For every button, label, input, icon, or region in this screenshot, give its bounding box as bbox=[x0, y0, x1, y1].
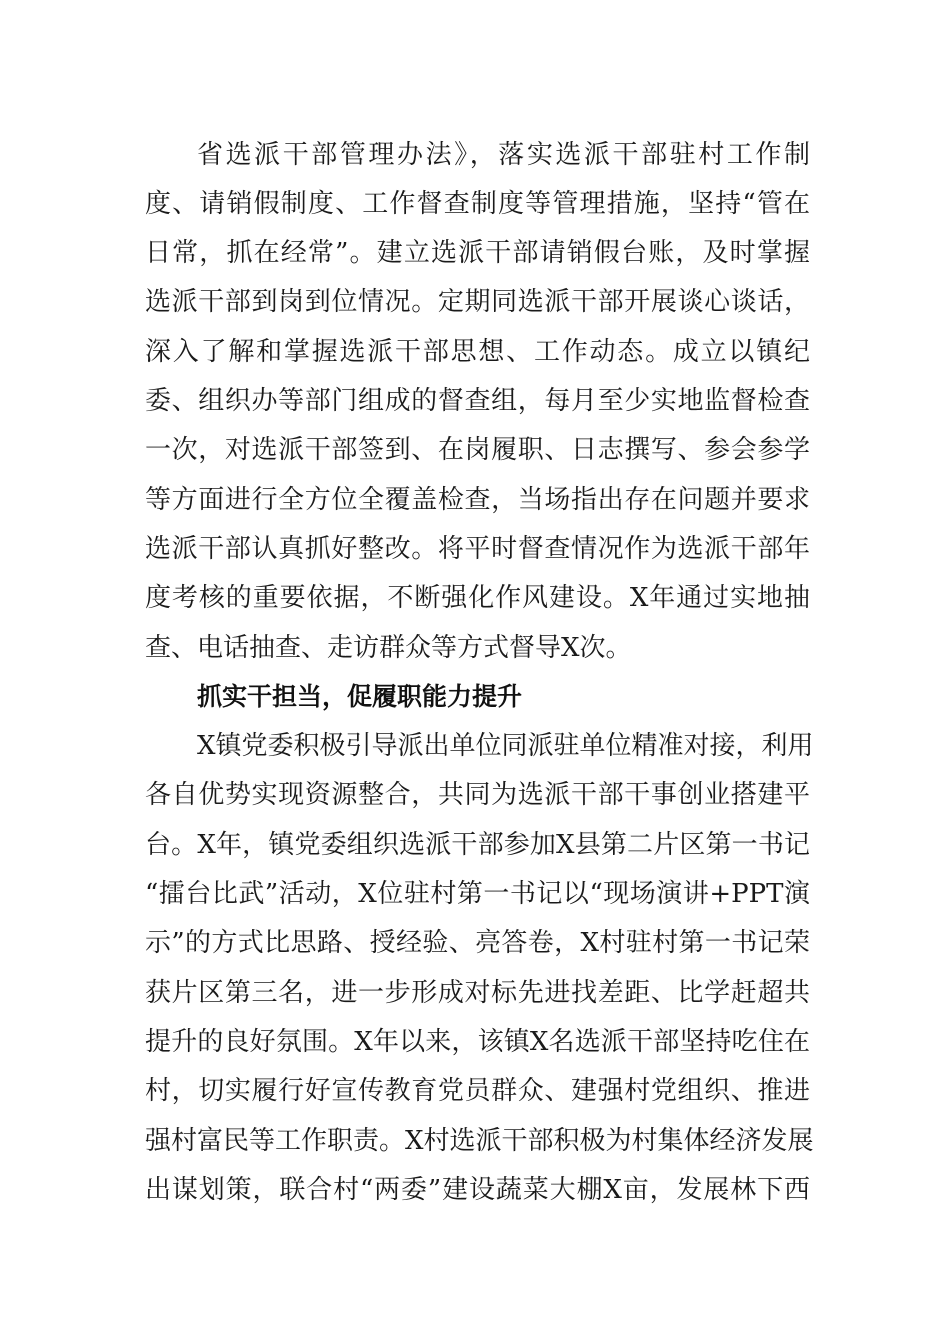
paragraph1-line-11: 查、电话抽查、走访群众等方式督导X次。 bbox=[145, 633, 632, 663]
paragraph2-line-10: 出谋划策，联合村“两委”建设蔬菜大棚X亩，发展林下西 bbox=[145, 1175, 810, 1205]
paragraph2-line-8: 村，切实履行好宣传教育党员群众、建强村党组织、推进 bbox=[145, 1076, 810, 1106]
paragraph1-line-4: 选派干部到岗到位情况。定期同选派干部开展谈心谈话， bbox=[145, 287, 810, 317]
paragraph1-line-8: 等方面进行全方位全覆盖检查，当场指出存在问题并要求 bbox=[145, 485, 810, 515]
paragraph1-line-9: 选派干部认真抓好整改。将平时督查情况作为选派干部年 bbox=[145, 534, 810, 564]
paragraph1-line-10: 度考核的重要依据，不断强化作风建设。X年通过实地抽 bbox=[145, 583, 810, 613]
paragraph1-line-3: 日常，抓在经常”。建立选派干部请销假台账，及时掌握 bbox=[145, 238, 810, 268]
paragraph1-line-2: 度、请销假制度、工作督查制度等管理措施，坚持“管在 bbox=[145, 189, 810, 219]
paragraph1-line-6: 委、组织办等部门组成的督查组，每月至少实地监督检查 bbox=[145, 386, 810, 416]
paragraph1-line-5: 深入了解和掌握选派干部思想、工作动态。成立以镇纪 bbox=[145, 337, 810, 367]
paragraph2-line-7: 提升的良好氛围。X年以来，该镇X名选派干部坚持吃住在 bbox=[145, 1027, 810, 1057]
paragraph2-line-6: 获片区第三名，进一步形成对标先进找差距、比学赶超共 bbox=[145, 978, 810, 1008]
paragraph1-line-1: 省选派干部管理办法》，落实选派干部驻村工作制 bbox=[197, 140, 810, 170]
paragraph2-line-1: X镇党委积极引导派出单位同派驻单位精准对接，利用 bbox=[197, 731, 814, 761]
paragraph2-line-3: 台。X年，镇党委组织选派干部参加X县第二片区第一书记 bbox=[145, 830, 810, 860]
paragraph2-line-4: “擂台比武”活动，X位驻村第一书记以“现场演讲+PPT演 bbox=[145, 879, 810, 909]
section-heading: 抓实干担当，促履职能力提升 bbox=[197, 682, 523, 711]
paragraph1-line-7: 一次，对选派干部签到、在岗履职、日志撰写、参会参学 bbox=[145, 435, 810, 465]
paragraph2-line-2: 各自优势实现资源整合，共同为选派干部干事创业搭建平 bbox=[145, 780, 810, 810]
paragraph2-line-5: 示”的方式比思路、授经验、亮答卷，X村驻村第一书记荣 bbox=[145, 928, 810, 958]
paragraph2-line-9: 强村富民等工作职责。X村选派干部积极为村集体经济发展 bbox=[145, 1126, 814, 1156]
